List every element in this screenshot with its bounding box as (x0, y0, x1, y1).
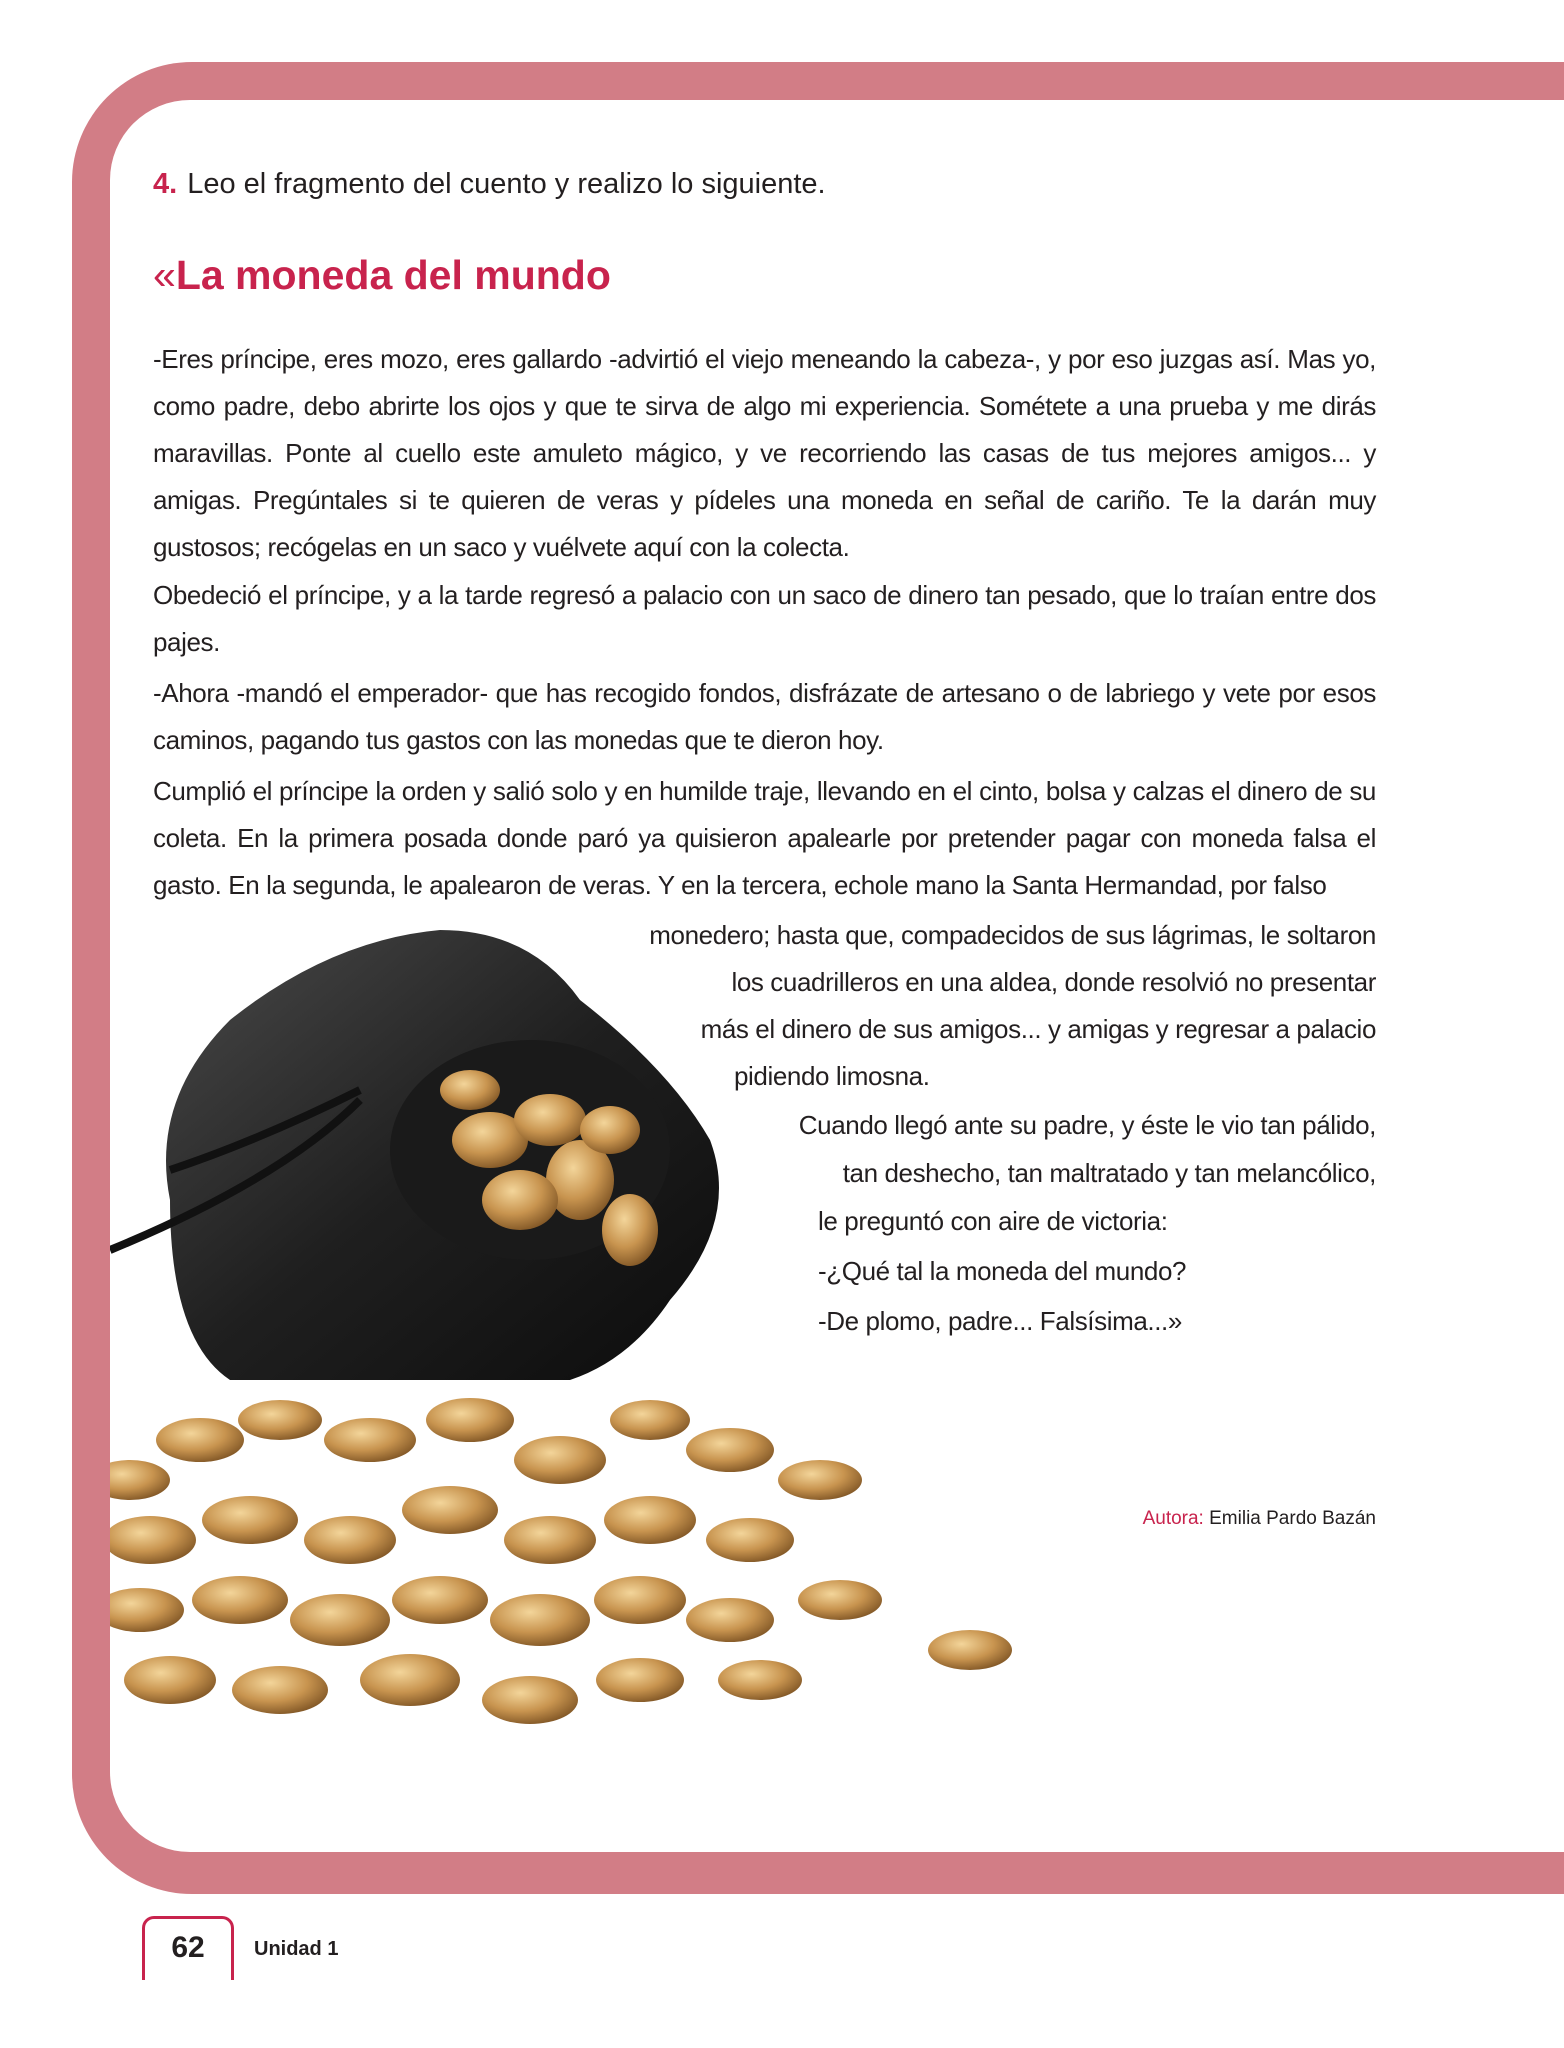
story-wrapped-line: más el dinero de sus amigos... y amigas y regresar a palacio (700, 1014, 1376, 1044)
author-credit (1143, 1508, 1376, 1530)
story-dialogue-line: -De plomo, padre... Falsísima...» (818, 1306, 1182, 1336)
author-label: Autora: (1142, 1508, 1204, 1529)
story-wrapped-line: pidiendo limosna. (734, 1061, 930, 1091)
activity-number: 4. (153, 168, 178, 200)
story-closing-line: le preguntó con aire de victoria: (818, 1206, 1168, 1236)
activity-instruction (153, 168, 826, 201)
bag-of-coins-image (110, 920, 1090, 1760)
story-wrapped-line: monedero; hasta que, compadecidos de sus lágrimas, le soltaron (649, 920, 1376, 950)
story-title: «La moneda del mundo (153, 252, 611, 298)
author-name: Emilia Pardo Bazán (1209, 1508, 1376, 1529)
story-paragraph: -Eres príncipe, eres mozo, eres gallardo -advirtió el viejo meneando la cabeza-, y por eso juzgas así. Mas yo, como padre, debo abrirte los ojos y que te sirva de algo mi experiencia. Sométete a una prueba y me dirás maravillas. Ponte al cuello este amuleto mágico, y ve recorriendo las casas de tus mejores amigos... y amigas. Pregúntales si te quieren de veras y pídeles una moneda en señal de cariño. Te la darán muy gustosos; recógelas en un saco y vuélvete aquí con la colecta. (153, 344, 1376, 562)
story-closing-line: Cuando llegó ante su padre, y éste le vio tan pálido, (798, 1110, 1376, 1140)
story-paragraph: Cumplió el príncipe la orden y salió solo y en humilde traje, llevando en el cinto, bolsa y calzas el dinero de su coleta. En la primera posada donde paró ya quisieron apalearle por pretender pagar con moneda falsa el gasto. En la segunda, le apalearon de veras. Y en la tercera, echole mano la Santa Hermandad, por falso (153, 776, 1376, 900)
story-dialogue-line: -¿Qué tal la moneda del mundo? (818, 1256, 1187, 1286)
story-closing-line: tan deshecho, tan maltratado y tan melancólico, (842, 1158, 1376, 1188)
activity-text: Leo el fragmento del cuento y realizo lo siguiente. (187, 168, 826, 200)
unit-label: Unidad 1 (254, 1938, 339, 1960)
story-paragraph: Obedeció el príncipe, y a la tarde regresó a palacio con un saco de dinero tan pesado, que lo traían entre dos pajes. (153, 580, 1376, 657)
story-paragraph: -Ahora -mandó el emperador- que has recogido fondos, disfrázate de artesano o de labriego y vete por esos caminos, pagando tus gastos con las monedas que te dieron hoy. (153, 678, 1376, 755)
page-number: 62 (142, 1916, 234, 1980)
story-wrapped-line: los cuadrilleros en una aldea, donde resolvió no presentar (731, 967, 1376, 997)
spilled-coins (110, 1398, 1012, 1724)
